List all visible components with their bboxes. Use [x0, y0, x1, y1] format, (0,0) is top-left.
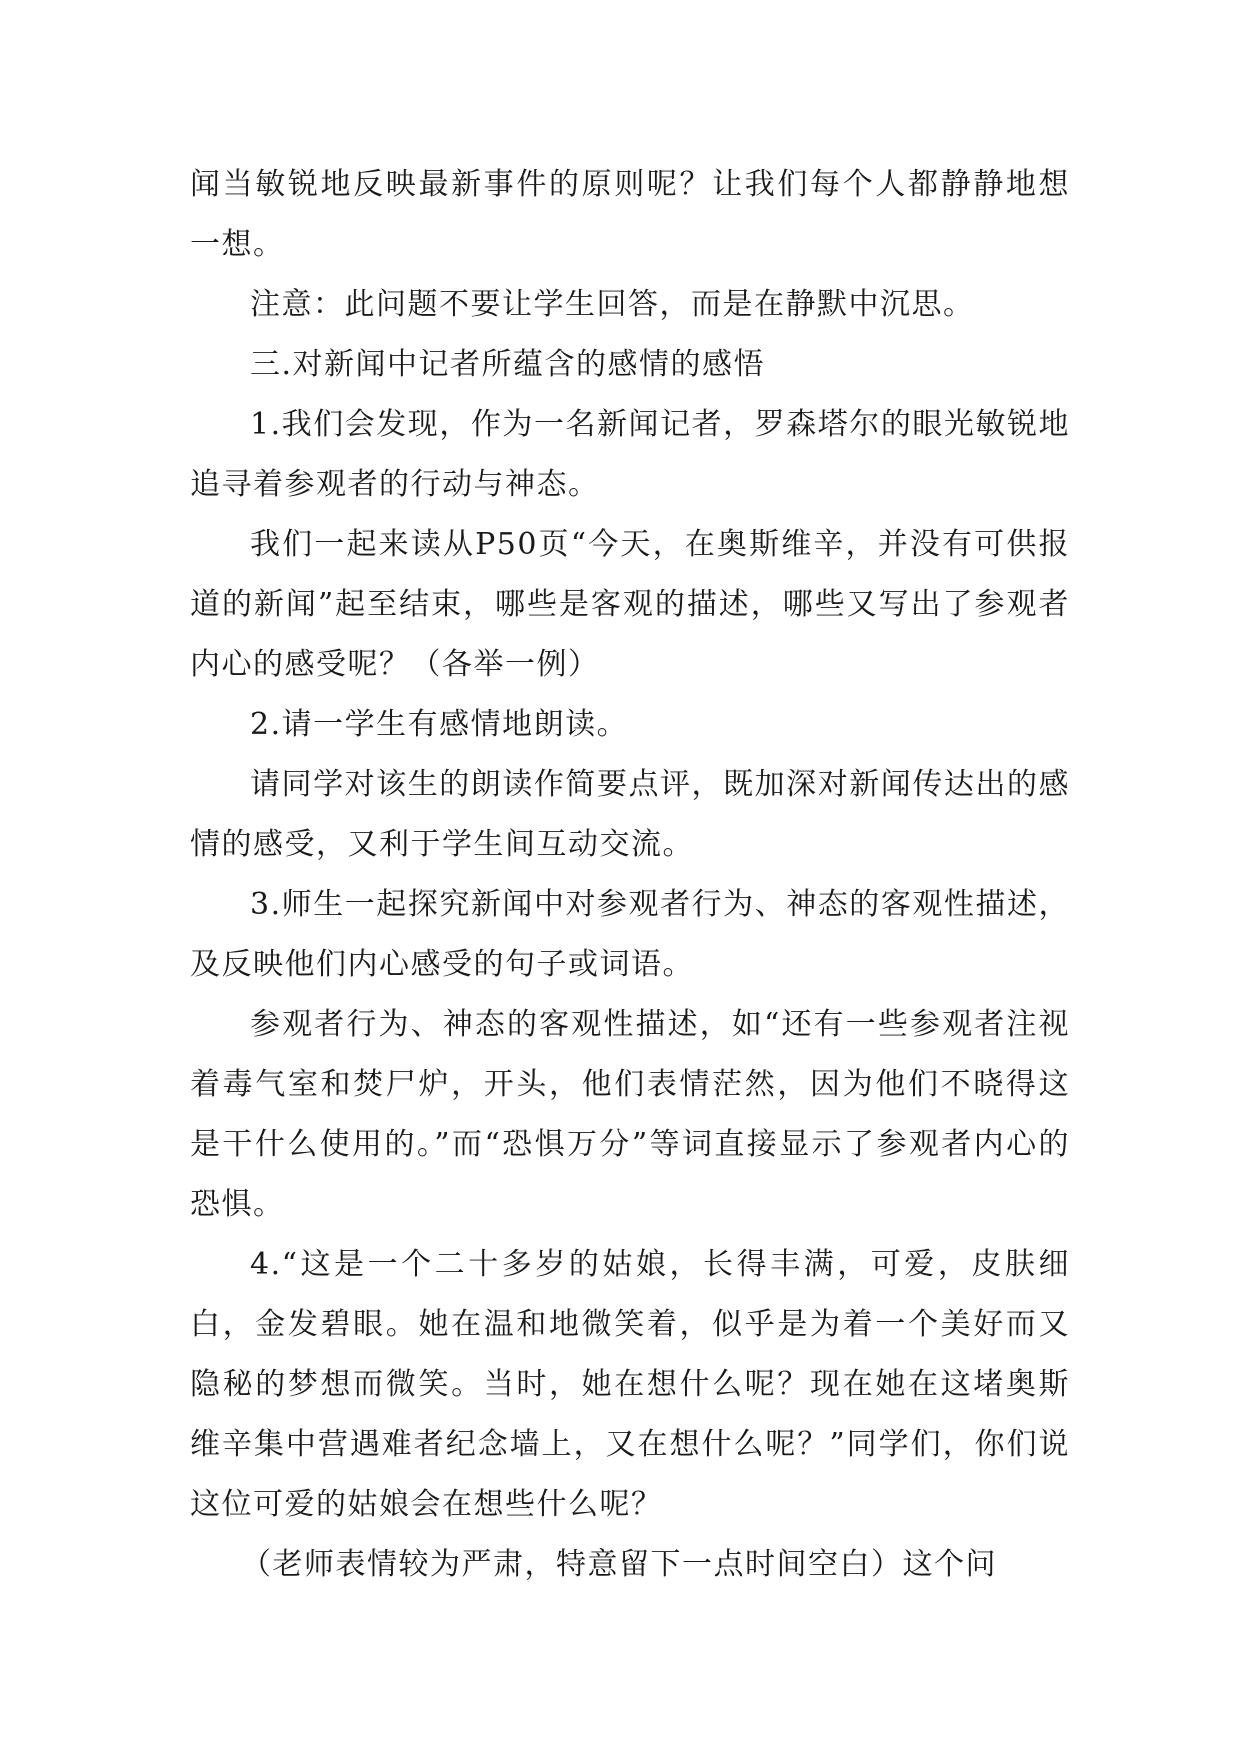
paragraph-item-3: 3.师生一起探究新闻中对参观者行为、神态的客观性描述，及反映他们内心感受的句子或词语。 [190, 887, 1070, 982]
paragraph-item-2: 2.请一学生有感情地朗读。 [250, 707, 629, 742]
paragraph-comment: 请同学对该生的朗读作简要点评，既加深对新闻传达出的感情的感受，又利于学生间互动交流。 [190, 767, 1070, 862]
paragraph-item-4: 4.“这是一个二十多岁的姑娘，长得丰满，可爱，皮肤细白，金发碧眼。她在温和地微笑着，似乎是为着一个美好而又隐秘的梦想而微笑。当时，她在想什么呢？现在她在这堵奥斯维辛集中营遇难者纪念墙上，又在想什么呢？”同学们，你们说这位可爱的姑娘会在想些什么呢？ [190, 1247, 1070, 1522]
paragraph-item-1: 1.我们会发现，作为一名新闻记者，罗森塔尔的眼光敏锐地追寻着参观者的行动与神态。 [190, 407, 1070, 502]
paragraph-continuation: 闻当敏锐地反映最新事件的原则呢？让我们每个人都静静地想一想。 [190, 167, 1070, 262]
paragraph-description: 参观者行为、神态的客观性描述，如“还有一些参观者注视着毒气室和焚尸炉，开头，他们表情茫然，因为他们不晓得这是干什么使用的。”而“恐惧万分”等词直接显示了参观者内心的恐惧。 [190, 1007, 1070, 1222]
paragraph-reading: 我们一起来读从P50页“今天，在奥斯维辛，并没有可供报道的新闻”起至结束，哪些是客观的描述，哪些又写出了参观者内心的感受呢？（各举一例） [190, 527, 1070, 682]
section-heading-3: 三.对新闻中记者所蕴含的感情的感悟 [250, 347, 766, 382]
document-body [190, 155, 1070, 1595]
paragraph-note: 注意：此问题不要让学生回答，而是在静默中沉思。 [250, 287, 975, 322]
paragraph-teacher: （老师表情较为严肃，特意留下一点时间空白）这个问 [241, 1547, 997, 1582]
